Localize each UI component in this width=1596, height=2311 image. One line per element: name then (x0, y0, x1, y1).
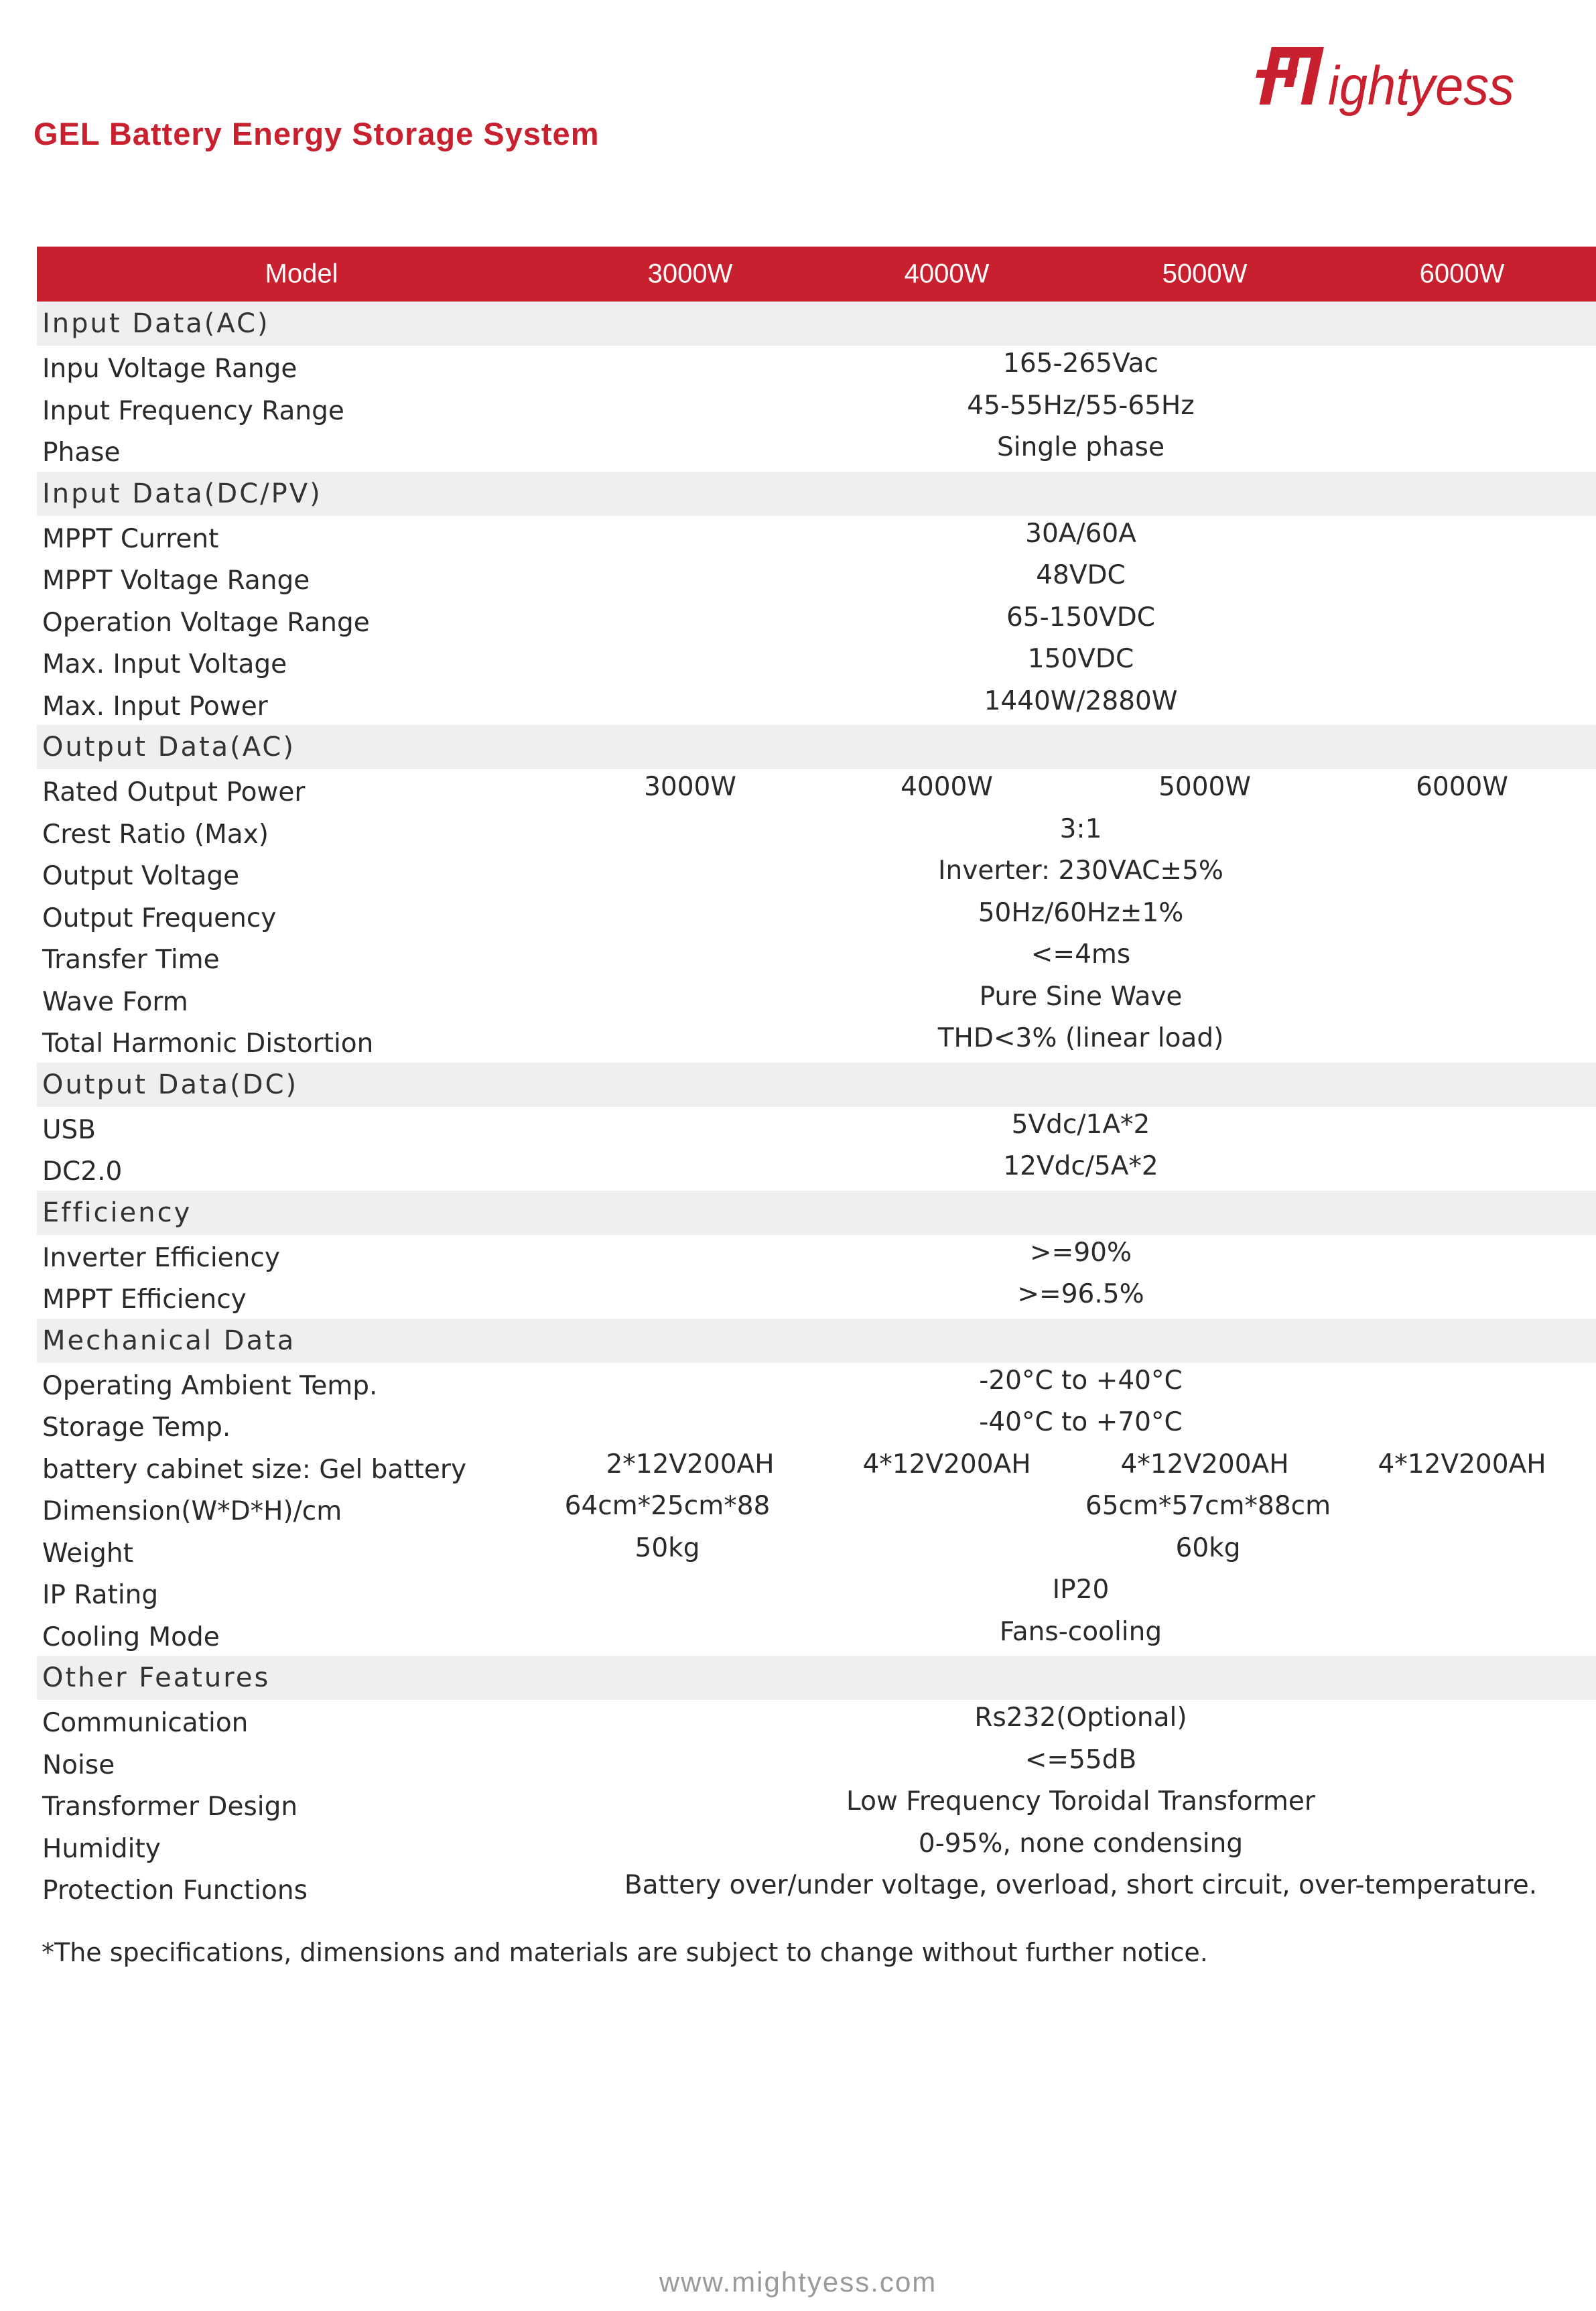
row-value: 4000W (901, 772, 993, 803)
row-value: 12Vdc/5A*2 (1003, 1151, 1158, 1182)
row-value: >=96.5% (1017, 1279, 1144, 1310)
row-value: Battery over/under voltage, overload, short circuit, over-temperature. (624, 1870, 1538, 1901)
section-title: Output Data(AC) (42, 732, 295, 763)
row-label: Humidity (42, 1833, 161, 1864)
row-value: 48VDC (1036, 560, 1126, 591)
table-row (37, 769, 1596, 811)
row-value: 1440W/2880W (984, 685, 1178, 716)
section-header (37, 1191, 1596, 1235)
row-value: 5000W (1158, 772, 1251, 803)
row-value: 3:1 (1059, 813, 1102, 844)
page-title: GEL Battery Energy Storage System (34, 116, 600, 151)
table-header (37, 247, 1596, 302)
header-model-3000w: 3000W (647, 259, 733, 289)
svg-text:ightyess: ightyess (1328, 56, 1514, 117)
row-value: 4*12V200AH (1120, 1449, 1289, 1479)
row-label: Total Harmonic Distortion (42, 1029, 374, 1059)
row-value: 3000W (644, 772, 736, 803)
row-label: Transformer Design (42, 1792, 298, 1823)
table-row (37, 1826, 1596, 1868)
row-value: 2*12V200AH (606, 1449, 775, 1479)
table-row (37, 430, 1596, 472)
table-row (37, 1363, 1596, 1405)
table-row (37, 683, 1596, 726)
row-value: 65cm*57cm*88cm (1085, 1491, 1331, 1522)
row-value: Single phase (997, 432, 1165, 463)
table-row (37, 1867, 1596, 1910)
row-label: MPPT Current (42, 523, 219, 554)
row-label: Operation Voltage Range (42, 607, 370, 638)
mightyess-logo-icon (1240, 40, 1521, 127)
section-header (37, 1656, 1596, 1700)
row-label: MPPT Efficiency (42, 1284, 247, 1315)
header-model-5000w: 5000W (1162, 259, 1248, 289)
spec-table (37, 247, 1596, 1910)
table-row (37, 895, 1596, 937)
section-title: Other Features (42, 1662, 271, 1693)
row-label: Inpu Voltage Range (42, 354, 297, 385)
section-header (37, 1063, 1596, 1107)
table-row (37, 1530, 1596, 1573)
row-label: Output Voltage (42, 861, 240, 892)
table-row (37, 1784, 1596, 1826)
row-value: 45-55Hz/55-65Hz (967, 390, 1195, 421)
row-label: Cooling Mode (42, 1622, 220, 1652)
row-value: 150VDC (1027, 644, 1134, 675)
row-value: 30A/60A (1025, 518, 1136, 549)
row-value: Pure Sine Wave (979, 981, 1183, 1012)
header-model-6000w: 6000W (1419, 259, 1505, 289)
row-label: Wave Form (42, 986, 188, 1017)
row-value: 4*12V200AH (1378, 1449, 1546, 1479)
table-row (37, 853, 1596, 895)
row-label: Operating Ambient Temp. (42, 1370, 378, 1401)
section-title: Input Data(AC) (42, 308, 270, 339)
row-label: Output Frequency (42, 903, 277, 933)
row-value: 64cm*25cm*88 (564, 1491, 771, 1522)
row-value: Inverter: 230VAC±5% (938, 856, 1223, 886)
row-label: Rated Output Power (42, 777, 306, 808)
section-title: Mechanical Data (42, 1325, 296, 1356)
row-value: 6000W (1416, 772, 1508, 803)
row-label: Max. Input Power (42, 691, 268, 722)
brand-logo (1240, 40, 1521, 127)
row-label: Weight (42, 1538, 133, 1569)
table-row (37, 937, 1596, 979)
row-label: Input Frequency Range (42, 395, 344, 426)
row-label: Max. Input Voltage (42, 649, 287, 680)
table-row (37, 1404, 1596, 1447)
row-value: 50Hz/60Hz±1% (978, 897, 1184, 928)
row-value: >=90% (1029, 1237, 1132, 1268)
website-url: www.mightyess.com (659, 2266, 937, 2298)
row-label: DC2.0 (42, 1157, 123, 1187)
row-label: Crest Ratio (Max) (42, 819, 269, 850)
table-row (37, 1572, 1596, 1614)
section-header (37, 472, 1596, 516)
table-row (37, 1700, 1596, 1742)
table-row (37, 516, 1596, 558)
row-label: Phase (42, 438, 121, 468)
section-title: Output Data(DC) (42, 1069, 299, 1100)
row-label: Storage Temp. (42, 1412, 231, 1443)
table-row (37, 641, 1596, 683)
row-label: battery cabinet size: Gel battery (42, 1454, 467, 1485)
table-body (37, 302, 1596, 1910)
row-value: THD<3% (linear load) (937, 1023, 1224, 1054)
row-label: Inverter Efficiency (42, 1242, 280, 1273)
section-title: Efficiency (42, 1197, 192, 1228)
row-value: <=55dB (1024, 1744, 1137, 1775)
row-value: 65-150VDC (1006, 602, 1156, 633)
table-row (37, 1107, 1596, 1149)
row-label: Protection Functions (42, 1875, 308, 1906)
table-row (37, 1020, 1596, 1063)
row-label: USB (42, 1114, 96, 1145)
row-label: Dimension(W*D*H)/cm (42, 1496, 342, 1527)
disclaimer-note: *The specifications, dimensions and materials are subject to change without further notice. (42, 1938, 1208, 1967)
header-model-label: Model (265, 259, 338, 289)
table-row (37, 557, 1596, 600)
row-value: 60kg (1175, 1532, 1241, 1563)
section-header (37, 302, 1596, 346)
table-row (37, 1148, 1596, 1191)
row-value: 50kg (635, 1532, 700, 1563)
table-row (37, 1447, 1596, 1489)
row-label: Transfer Time (42, 945, 220, 976)
table-row (37, 1276, 1596, 1319)
section-header (37, 1319, 1596, 1363)
row-label: IP Rating (42, 1580, 159, 1611)
row-value: 0-95%, none condensing (918, 1828, 1244, 1859)
table-row (37, 388, 1596, 430)
row-label: Noise (42, 1749, 115, 1780)
row-value: -20°C to +40°C (979, 1365, 1183, 1396)
table-row (37, 1235, 1596, 1277)
row-value: IP20 (1052, 1575, 1110, 1605)
row-value: <=4ms (1030, 939, 1131, 970)
row-value: 5Vdc/1A*2 (1011, 1109, 1150, 1140)
table-row (37, 1742, 1596, 1784)
table-row (37, 600, 1596, 642)
row-value: Fans-cooling (999, 1616, 1162, 1647)
section-header (37, 725, 1596, 769)
table-row (37, 979, 1596, 1021)
table-row (37, 1614, 1596, 1656)
table-row (37, 346, 1596, 388)
header-model-4000w: 4000W (904, 259, 990, 289)
table-row (37, 811, 1596, 854)
row-value: -40°C to +70°C (979, 1407, 1183, 1438)
table-row (37, 1488, 1596, 1530)
row-label: Communication (42, 1708, 249, 1739)
row-value: Low Frequency Toroidal Transformer (846, 1786, 1315, 1817)
row-value: 165-265Vac (1003, 348, 1158, 379)
row-label: MPPT Voltage Range (42, 566, 310, 596)
row-value: 4*12V200AH (862, 1449, 1031, 1479)
row-value: Rs232(Optional) (974, 1703, 1187, 1733)
section-title: Input Data(DC/PV) (42, 478, 322, 509)
